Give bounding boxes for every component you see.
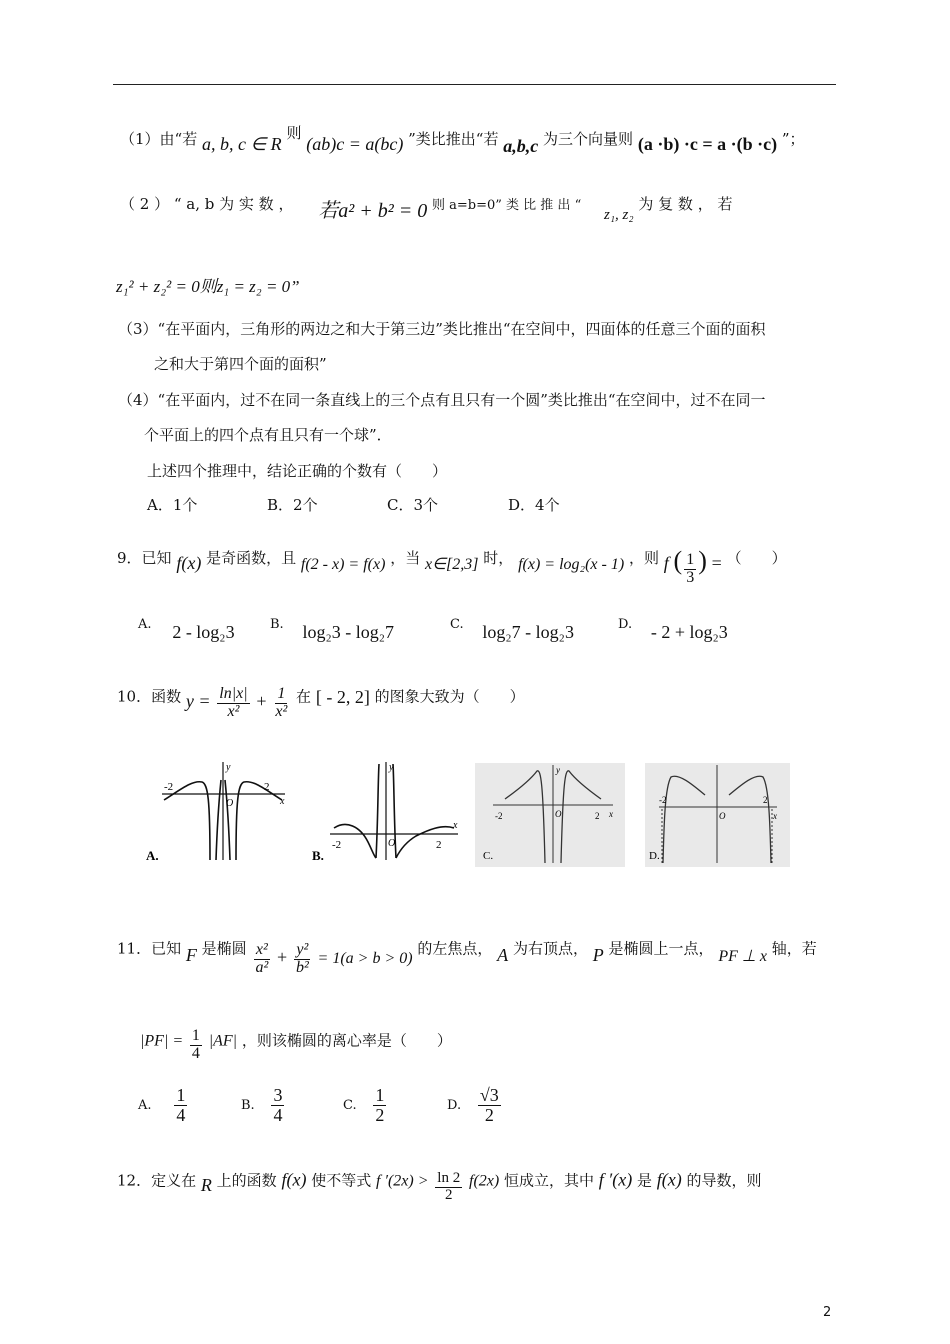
label-pos2: 2: [436, 839, 442, 851]
q11-line2: |PF| = $\frac{1}{4}$ |AF| ，则该椭圆的离心率是（ ）: [140, 1027, 452, 1062]
curve-left: [663, 776, 705, 863]
item2-line: （ 2 ） “ a, b 为 实 数 ， 若a² + b² = 0 则 a=b=0” 类 比 推 出 “ z₁, z₂ 为 复 数 ， 若: [120, 195, 733, 223]
item1-line: （1）由“若 a, b, c ∈ R 则 (ab)c = a(bc) ”类比推出“若 a,b,c 为三个向量则 (a ·b) ·c = a ·(b ·c) ”；: [120, 124, 805, 156]
label-origin: O: [226, 798, 234, 809]
label-pos2: 2: [763, 795, 768, 805]
label-neg2: -2: [332, 839, 342, 851]
item3-line1: （3）“在平面内，三角形的两边之和大于第三边”类比推出“在空间中，四面体的任意三个面的面积: [118, 320, 766, 338]
q11-option-d: D. $\frac{√3}{2}$: [447, 1085, 499, 1125]
label-y: y: [556, 765, 560, 775]
curve-right-inner: [225, 780, 230, 860]
label-x: x: [280, 796, 285, 807]
label-neg2: -2: [164, 781, 174, 793]
label-origin: O: [388, 838, 396, 849]
q11-option-b: B. $\frac{3}{4}$: [241, 1085, 283, 1125]
label-origin: O: [555, 809, 562, 819]
q11-option-a: A. $\frac{1}{4}$: [138, 1085, 186, 1125]
label-neg2: -2: [659, 795, 667, 805]
q8-option-b: B．2个: [267, 496, 318, 514]
q9-stem: 9．已知 f(x) 是奇函数，且 f(2 - x) = f(x) ，当 x∈[2,3] 时， f(x) = log₂(x - 1) ，则 f ( $\frac{1}{3}$ ) = （ ）: [117, 546, 787, 586]
q9-option-b: B. log₂3 - log₂7: [270, 617, 395, 642]
q11-option-c: C. $\frac{1}{2}$: [343, 1085, 385, 1125]
label-origin: O: [719, 811, 726, 821]
q8-option-c: C．3个: [387, 496, 439, 514]
curve-left-inner: [216, 780, 221, 860]
label-x: x: [453, 820, 458, 831]
q9-option-a: A. 2 - log₂3: [138, 617, 235, 642]
graph-label-d: D.: [649, 850, 660, 862]
curve-left-spike: [376, 764, 379, 858]
item2-line2: z₁² + z₂² = 0则z₁ = z₂ = 0”: [116, 277, 300, 296]
q9-option-c: C. log₂7 - log₂3: [450, 617, 574, 642]
label-pos2: 2: [264, 781, 270, 793]
item4-question: 上述四个推理中，结论正确的个数有（ ）: [147, 462, 448, 480]
q10-stem: 10．函数 y = $\frac{\ln|x|}{\text{x²}}$ + $\frac{1}{\text{x²}}$ 在 [ - 2, 2] 的图象大致为（ ）: [117, 685, 525, 720]
label-x: x: [609, 809, 613, 819]
graph-b: [308, 760, 468, 870]
curve-right: [396, 827, 454, 858]
label-y: y: [389, 762, 394, 773]
q9-option-d: D. - 2 + log₂3: [618, 617, 728, 642]
graph-label-a: A.: [146, 848, 159, 863]
graph-c: [475, 763, 625, 867]
label-neg2: -2: [495, 811, 503, 821]
curve-left: [505, 771, 545, 863]
label-pos2: 2: [595, 811, 600, 821]
curve-right: [729, 776, 771, 863]
item4-line2: 个平面上的四个点有且只有一个球”．: [144, 426, 392, 444]
page-number: 2: [823, 1305, 832, 1320]
item4-line1: （4）“在平面内，过不在同一条直线上的三个点有且只有一个圆”类比推出“在空间中，过不在同一: [118, 391, 766, 409]
q12-stem: 12．定义在 R 上的函数 f(x) 使不等式 f ′(2x) > $\frac{\ln 2}{2}$ f(2x) 恒成立，其中 f ′(x) 是 f(x) 的导数，则: [117, 1169, 762, 1203]
graph-label-c: C.: [483, 850, 494, 862]
item3-line2: 之和大于第四个面的面积”: [154, 355, 327, 373]
q8-option-d: D．4个: [508, 496, 560, 514]
header-rule: [113, 84, 836, 85]
q11-stem: 11．已知 F 是椭圆 $\frac{\text{x²}}{\text{a²}}$ + $\frac{\text{y²}}{\text{b²}}$ = 1(a > b > 0) 的左焦点， A 为右顶点， P 是椭圆上一点， PF ⊥ x 轴，若: [117, 939, 817, 976]
label-y: y: [226, 762, 231, 773]
q8-option-a: A．1个: [147, 496, 198, 514]
graph-label-b: B.: [312, 848, 324, 863]
label-x: x: [773, 811, 777, 821]
graph-a: [140, 760, 300, 870]
graph-d: [645, 763, 790, 867]
